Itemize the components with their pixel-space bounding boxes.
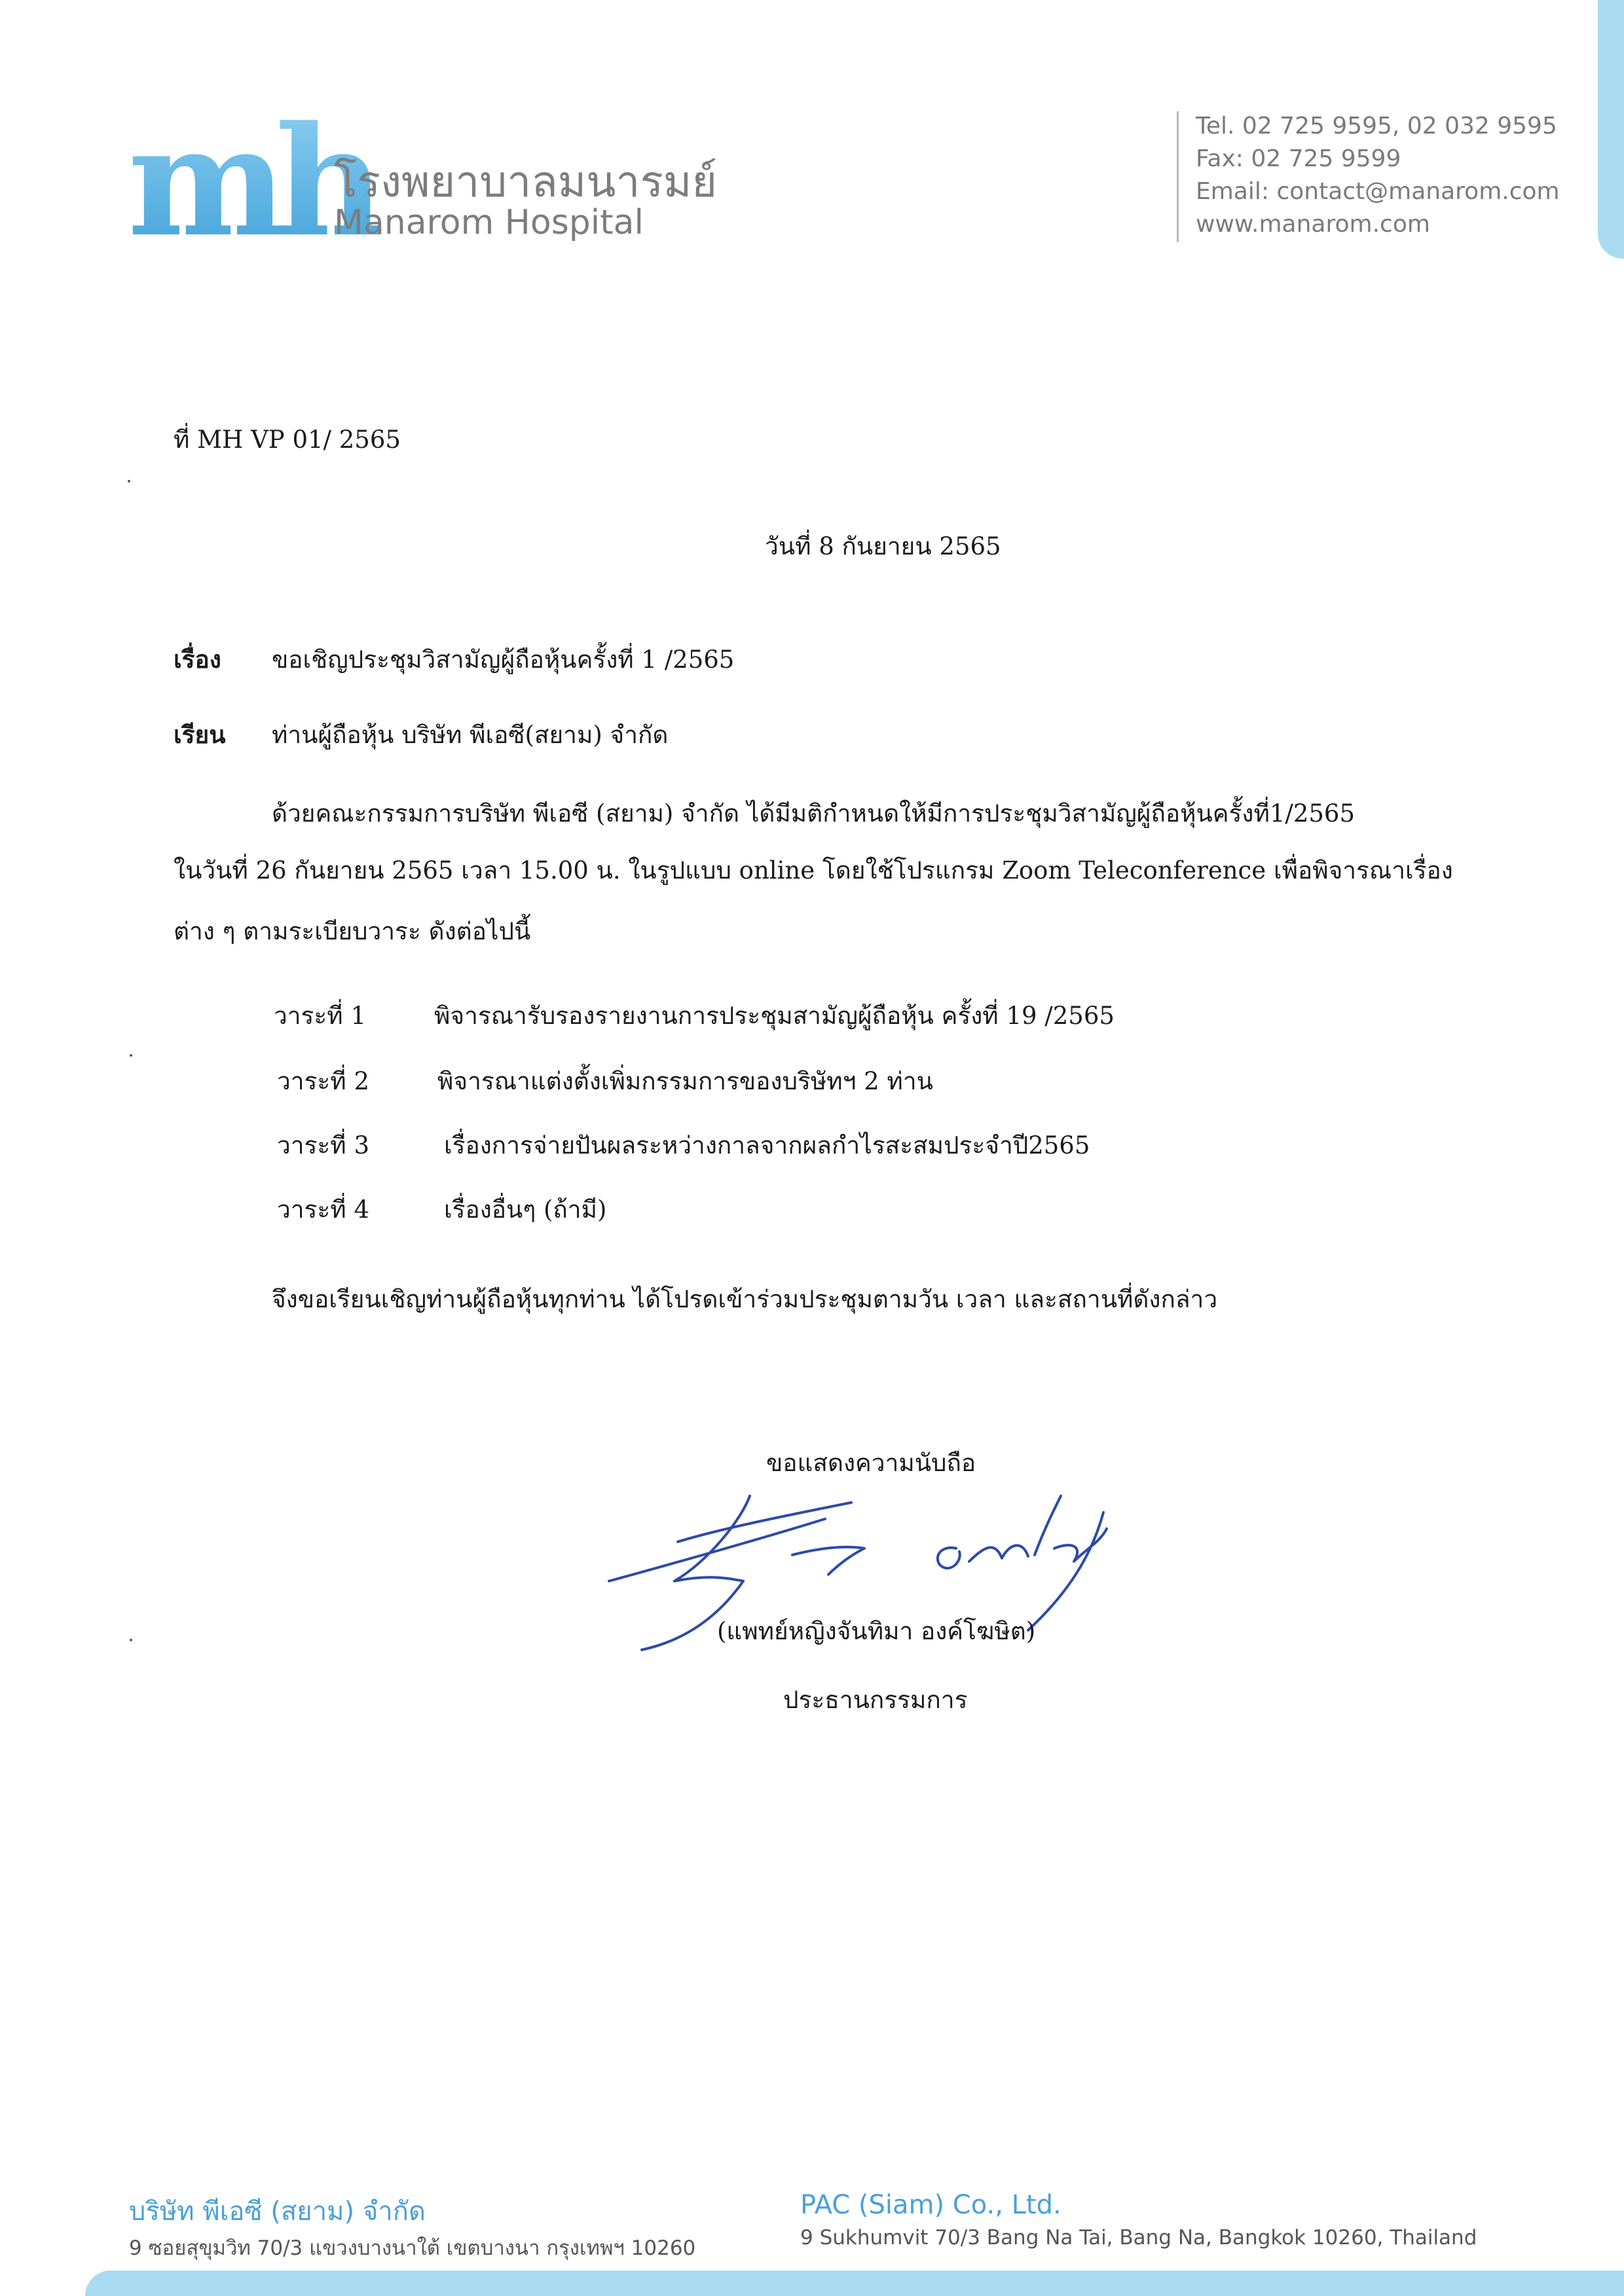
signer-name: (แพทย์หญิงจันทิมา องค์โฆษิต) [717, 1617, 1036, 1645]
letter-date: วันที่ 8 กันยายน 2565 [765, 532, 1001, 560]
agenda-text: เรื่องการจ่ายปันผลระหว่างกาลจากผลกำไรสะสมประจำปี2565 [444, 1131, 1090, 1159]
regards: ขอแสดงความนับถือ [766, 1449, 976, 1477]
footer-address-english: 9 Sukhumvit 70/3 Bang Na Tai, Bang Na, Bangkok 10260, Thailand [800, 2226, 1477, 2250]
hospital-name-english: Manarom Hospital [334, 203, 644, 242]
scan-dot [128, 480, 130, 483]
agenda-text: เรื่องอื่นๆ (ถ้ามี) [444, 1195, 607, 1224]
logo-mark [128, 94, 373, 270]
contact-fax: Fax: 02 725 9599 [1196, 145, 1401, 172]
agenda-text: พิจารณารับรองรายงานการประชุมสามัญผู้ถือหุ้น ครั้งที่ 19 /2565 [434, 1002, 1115, 1030]
recipient-text: ท่านผู้ถือหุ้น บริษัท พีเอซี(สยาม) จำกัด [272, 721, 669, 749]
subject-label: เรื่อง [174, 645, 221, 674]
recipient-label: เรียน [174, 720, 226, 749]
closing-line: จึงขอเรียนเชิญท่านผู้ถือหุ้นทุกท่าน ได้โปรดเข้าร่วมประชุมตามวัน เวลา และสถานที่ดังกล่าว [272, 1285, 1218, 1313]
logo-letters: mh [128, 94, 373, 270]
paragraph-line: ด้วยคณะกรรมการบริษัท พีเอซี (สยาม) จำกัด ได้มีมติกำหนดให้มีการประชุมวิสามัญผู้ถือหุ้นครั้งที่1/2565 [272, 799, 1356, 828]
footer-band-decoration [85, 2270, 1624, 2296]
agenda-label: วาระที่ 1 [274, 1002, 366, 1030]
edge-tab-decoration [1598, 0, 1624, 259]
agenda-label: วาระที่ 3 [277, 1131, 369, 1159]
signer-title: ประธานกรรมการ [783, 1686, 968, 1714]
reference-number: ที่ MH VP 01/ 2565 [174, 426, 401, 454]
agenda-label: วาระที่ 4 [277, 1195, 369, 1224]
contact-email[interactable]: Email: contact@manarom.com [1196, 178, 1560, 205]
agenda-label: วาระที่ 2 [277, 1067, 369, 1095]
scan-dot [130, 1054, 132, 1057]
subject-text: ขอเชิญประชุมวิสามัญผู้ถือหุ้นครั้งที่ 1 /2565 [272, 646, 735, 674]
contact-divider [1177, 111, 1179, 242]
footer-company-english: PAC (Siam) Co., Ltd. [800, 2190, 1061, 2220]
paragraph-line: ต่าง ๆ ตามระเบียบวาระ ดังต่อไปนี้ [174, 917, 531, 945]
paragraph-line: ในวันที่ 26 กันยายน 2565 เวลา 15.00 น. ในรูปแบบ online โดยใช้โปรแกรม Zoom Teleconference เพื่อพิจารณาเรื่อง [174, 856, 1453, 884]
hospital-name-thai: โรงพยาบาลมนารมย์ [334, 156, 718, 207]
contact-tel: Tel. 02 725 9595, 02 032 9595 [1196, 113, 1557, 139]
contact-website[interactable]: www.manarom.com [1196, 211, 1430, 238]
footer-company-thai: บริษัท พีเอซี (สยาม) จำกัด [129, 2196, 426, 2227]
scan-dot [130, 1639, 132, 1641]
agenda-text: พิจารณาแต่งตั้งเพิ่มกรรมการของบริษัทฯ 2 ท่าน [437, 1067, 933, 1095]
footer-address-thai: 9 ซอยสุขุมวิท 70/3 แขวงบางนาใต้ เขตบางนา กรุงเทพฯ 10260 [129, 2236, 696, 2260]
